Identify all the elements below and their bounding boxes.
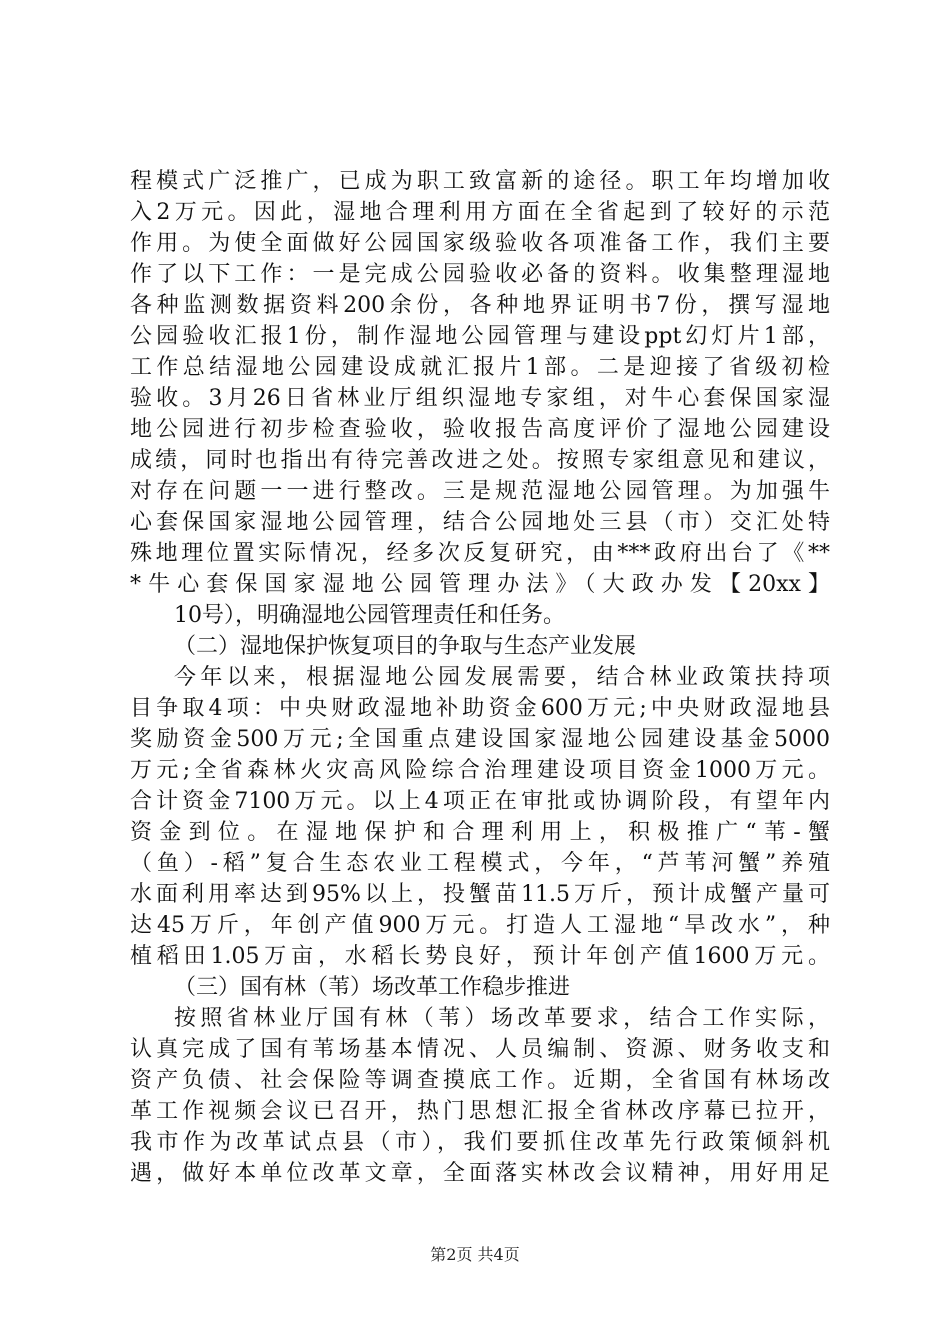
text-line: 公园验收汇报1份，制作湿地公园管理与建设ppt幻灯片1部， — [130, 324, 830, 349]
text-line: 万元;全省森林火灾高风险综合治理建设项目资金1000万元。 — [130, 758, 830, 783]
text-line: （鱼）-稻”复合生态农业工程模式，今年，“芦苇河蟹”养殖 — [130, 851, 830, 876]
text-line: 殊地理位置实际情况，经多次反复研究，由***政府出台了《** — [130, 541, 830, 566]
text-line: 作了以下工作：一是完成公园验收必备的资料。收集整理湿地 — [130, 262, 830, 287]
text-line: 资产负债、社会保险等调查摸底工作。近期，全省国有林场改 — [130, 1068, 830, 1093]
section-heading: （三）国有林（苇）场改革工作稳步推进 — [174, 975, 571, 1000]
text-line: 水面利用率达到95%以上，投蟹苗11.5万斤，预计成蟹产量可 — [130, 882, 830, 907]
text-line: 合计资金7100万元。以上4项正在审批或协调阶段，有望年内 — [130, 789, 830, 814]
text-line: 心套保国家湿地公园管理，结合公园地处三县（市）交汇处特 — [130, 510, 830, 535]
text-line: 对存在问题一一进行整改。三是规范湿地公园管理。为加强牛 — [130, 479, 830, 504]
text-line: 作用。为使全面做好公园国家级验收各项准备工作，我们主要 — [130, 231, 830, 256]
text-line: 今年以来，根据湿地公园发展需要，结合林业政策扶持项 — [174, 665, 830, 690]
text-line: 植稻田1.05万亩，水稻长势良好，预计年创产值1600万元。 — [130, 944, 830, 969]
text-line: 验收。3月26日省林业厅组织湿地专家组，对牛心套保国家湿 — [130, 386, 830, 411]
text-line: 入2万元。因此，湿地合理利用方面在全省起到了较好的示范 — [130, 200, 830, 225]
text-line: 10号），明确湿地公园管理责任和任务。 — [174, 603, 565, 628]
text-line: 革工作视频会议已召开，热门思想汇报全省林改序幕已拉开， — [130, 1099, 830, 1124]
body-text — [130, 166, 830, 1189]
page-footer: 第2页 共4页 — [430, 1245, 520, 1264]
text-line: 按照省林业厅国有林（苇）场改革要求，结合工作实际， — [174, 1006, 830, 1031]
text-line: 工作总结湿地公园建设成就汇报片1部。二是迎接了省级初检 — [130, 355, 830, 380]
text-line: 奖励资金500万元;全国重点建设国家湿地公园建设基金5000 — [130, 727, 830, 752]
text-line: 达45万斤，年创产值900万元。打造人工湿地“旱改水”，种 — [130, 913, 830, 938]
text-line: 目争取4项：中央财政湿地补助资金600万元;中央财政湿地县 — [130, 696, 830, 721]
text-line: 我市作为改革试点县（市），我们要抓住改革先行政策倾斜机 — [130, 1130, 830, 1155]
text-line: 遇，做好本单位改革文章，全面落实林改会议精神，用好用足 — [130, 1161, 830, 1186]
text-line: 成绩，同时也指出有待完善改进之处。按照专家组意见和建议， — [130, 448, 830, 473]
text-line: 程模式广泛推广，已成为职工致富新的途径。职工年均增加收 — [130, 169, 830, 194]
text-line: *牛心套保国家湿地公园管理办法》（大政办发【20xx】 — [130, 572, 830, 597]
section-heading: （二）湿地保护恢复项目的争取与生态产业发展 — [174, 634, 637, 659]
text-line: 资金到位。在湿地保护和合理利用上，积极推广“苇-蟹 — [130, 820, 830, 845]
text-line: 认真完成了国有苇场基本情况、人员编制、资源、财务收支和 — [130, 1037, 830, 1062]
text-line: 地公园进行初步检查验收，验收报告高度评价了湿地公园建设 — [130, 417, 830, 442]
text-line: 各种监测数据资料200余份，各种地界证明书7份，撰写湿地 — [130, 293, 830, 318]
